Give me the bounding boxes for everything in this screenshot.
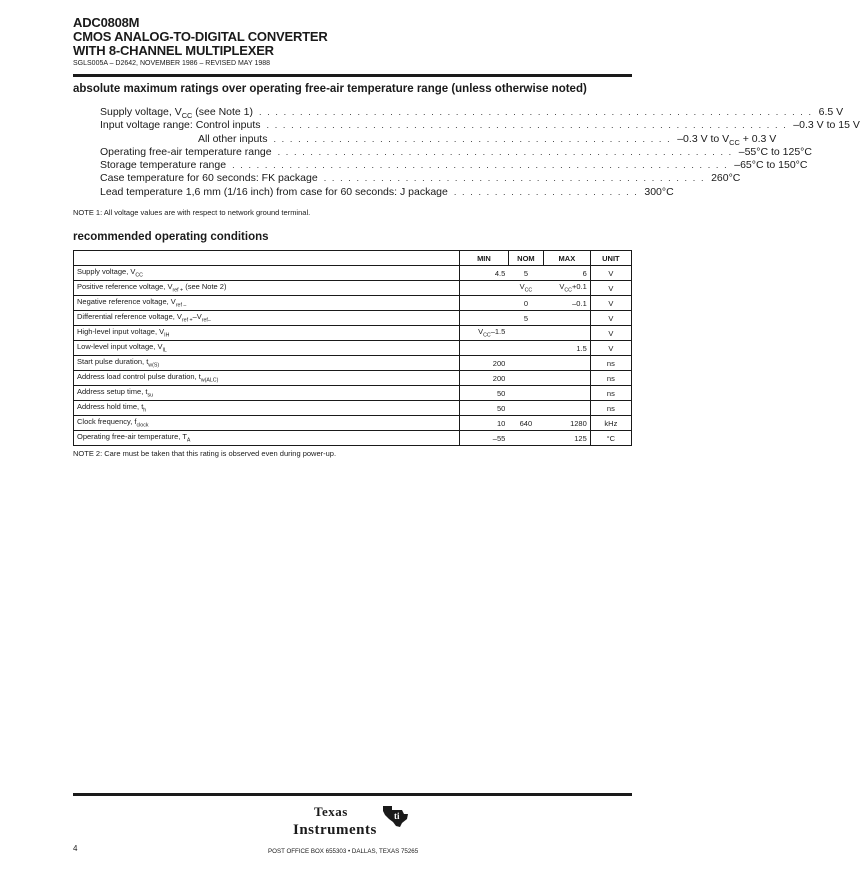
table-header-row bbox=[74, 251, 632, 266]
leader-dots: . . . . . . . . . . . . . . . . . . . . . . . . . . . . . . . . . . . . . . . . . . . . . . . . . . . . . . . . . . . . . . . . bbox=[266, 120, 788, 131]
svg-text:ti: ti bbox=[394, 811, 400, 821]
leader-dots: . . . . . . . . . . . . . . . . . . . . . . . . . . . . . . . . . . . . . . . . . . . . . . . . . bbox=[273, 133, 672, 144]
abs-max-list bbox=[100, 106, 860, 199]
rating-row: Supply voltage, $V_{CC}$ (see Note 1) . . . . . . . . . . . . . . . . . . . . . . . . . . . . . . . . . . . . . . . . . . . . . . . . . . . . . . . . . . . . . . . . . . . . 6.5 V bbox=[100, 106, 844, 121]
note-2: NOTE 2: Care must be taken that this rating is observed even during power-up. bbox=[73, 449, 337, 458]
table-row: Low-level input voltage, $V_{IL}$ 1.5 V bbox=[74, 341, 632, 356]
rating-row: Input voltage range: Control inputs . . . . . . . . . . . . . . . . . . . . . . . . . . . . . . . . . . . . . . . . . . . . . . . . . . . . . . . . . . . . . . . . –0.3 V to 15 V bbox=[100, 119, 860, 132]
roc-table bbox=[73, 250, 632, 446]
table-row: Supply voltage, $V_{CC}$ 4.5 5 6 V bbox=[74, 266, 632, 281]
document-code: SGLS005A – D2642, NOVEMBER 1986 – REVISED MAY 1988 bbox=[73, 60, 271, 67]
footer-rule bbox=[73, 793, 632, 796]
table-row: Operating free-air temperature, $T_A$ –55 125 °C bbox=[74, 431, 632, 446]
ti-logo bbox=[290, 804, 415, 844]
abs-max-title: absolute maximum ratings over operating free-air temperature range (unless otherwise noted) bbox=[73, 83, 587, 95]
col-min: MIN bbox=[460, 251, 509, 266]
document-header bbox=[73, 16, 632, 68]
table-row: Address hold time, $t_h$ 50 ns bbox=[74, 401, 632, 416]
table-row: Differential reference voltage, $V_{ref +}-V_{ref-}$ 5 V bbox=[74, 311, 632, 326]
leader-dots: . . . . . . . . . . . . . . . . . . . . . . . . . . . . . . . . . . . . . . . . . . . . . . . . . . . . . . . . . . . . . . . . . . . . bbox=[259, 107, 813, 117]
rating-row: All other inputs . . . . . . . . . . . . . . . . . . . . . . . . . . . . . . . . . . . . . . . . . . . . . . . . . –0.3 V to $V_{CC} + 0.3$ V bbox=[198, 132, 777, 147]
leader-dots: . . . . . . . . . . . . . . . . . . . . . . . . . . . . . . . . . . . . . . . . . . . . . . . . . . . . . . . . . . . . . bbox=[232, 160, 729, 171]
table-row: Start pulse duration, $t_{w(S)}$ 200 ns bbox=[74, 356, 632, 371]
col-nom: NOM bbox=[508, 251, 543, 266]
rating-row: Case temperature for 60 seconds: FK package . . . . . . . . . . . . . . . . . . . . . . . . . . . . . . . . . . . . . . . . . . . . . . . 260°C bbox=[100, 172, 741, 185]
rating-row: Storage temperature range . . . . . . . . . . . . . . . . . . . . . . . . . . . . . . . . . . . . . . . . . . . . . . . . . . . . . . . . . . . . . –65°C to 150°C bbox=[100, 159, 808, 172]
table-row: Positive reference voltage, $V_{ref +}$ (see Note 2) $V_{CC}$ $V_{CC}+0.1$ V bbox=[74, 281, 632, 296]
leader-dots: . . . . . . . . . . . . . . . . . . . . . . . . . . . . . . . . . . . . . . . . . . . . . . . bbox=[323, 173, 706, 184]
rating-row: Lead temperature 1,6 mm (1/16 inch) from case for 60 seconds: J package . . . . . . . . . . . . . . . . . . . . . . . 300°C bbox=[100, 185, 674, 198]
table-row: Address load control pulse duration, $t_{w(ALC)}$ 200 ns bbox=[74, 371, 632, 386]
note-1: NOTE 1: All voltage values are with respect to network ground terminal. bbox=[73, 208, 311, 217]
logo-text-line1: Texas bbox=[314, 804, 348, 819]
col-max: MAX bbox=[544, 251, 591, 266]
title-line-2: CMOS ANALOG-TO-DIGITAL CONVERTER bbox=[73, 29, 328, 44]
header-rule bbox=[73, 74, 632, 77]
rating-row: Operating free-air temperature range . . . . . . . . . . . . . . . . . . . . . . . . . . . . . . . . . . . . . . . . . . . . . . . . . . . . . . . . –55°C to 125°C bbox=[100, 145, 812, 158]
part-number: ADC0808M bbox=[73, 15, 140, 30]
col-unit: UNIT bbox=[590, 251, 631, 266]
logo-text-line2: Instruments bbox=[293, 822, 377, 838]
title-line-3: WITH 8-CHANNEL MULTIPLEXER bbox=[73, 43, 274, 58]
page-number: 4 bbox=[73, 844, 78, 853]
table-row: Negative reference voltage, $V_{ref -}$ 0 –0.1 V bbox=[74, 296, 632, 311]
leader-dots: . . . . . . . . . . . . . . . . . . . . . . . . . . . . . . . . . . . . . . . . . . . . . . . . . . . . . . . . bbox=[277, 146, 733, 157]
table-row: Clock frequency, $f_{clock}$ 10 640 1280 kHz bbox=[74, 416, 632, 431]
leader-dots: . . . . . . . . . . . . . . . . . . . . . . . bbox=[453, 186, 639, 197]
table-row: Address setup time, $t_{su}$ 50 ns bbox=[74, 386, 632, 401]
roc-title: recommended operating conditions bbox=[73, 231, 269, 243]
ti-state-logo-icon bbox=[380, 804, 410, 828]
address: POST OFFICE BOX 655303 • DALLAS, TEXAS 75265 bbox=[268, 848, 419, 855]
table-row: High-level input voltage, $V_{IH}$ $V_{CC}-1.5$ V bbox=[74, 326, 632, 341]
